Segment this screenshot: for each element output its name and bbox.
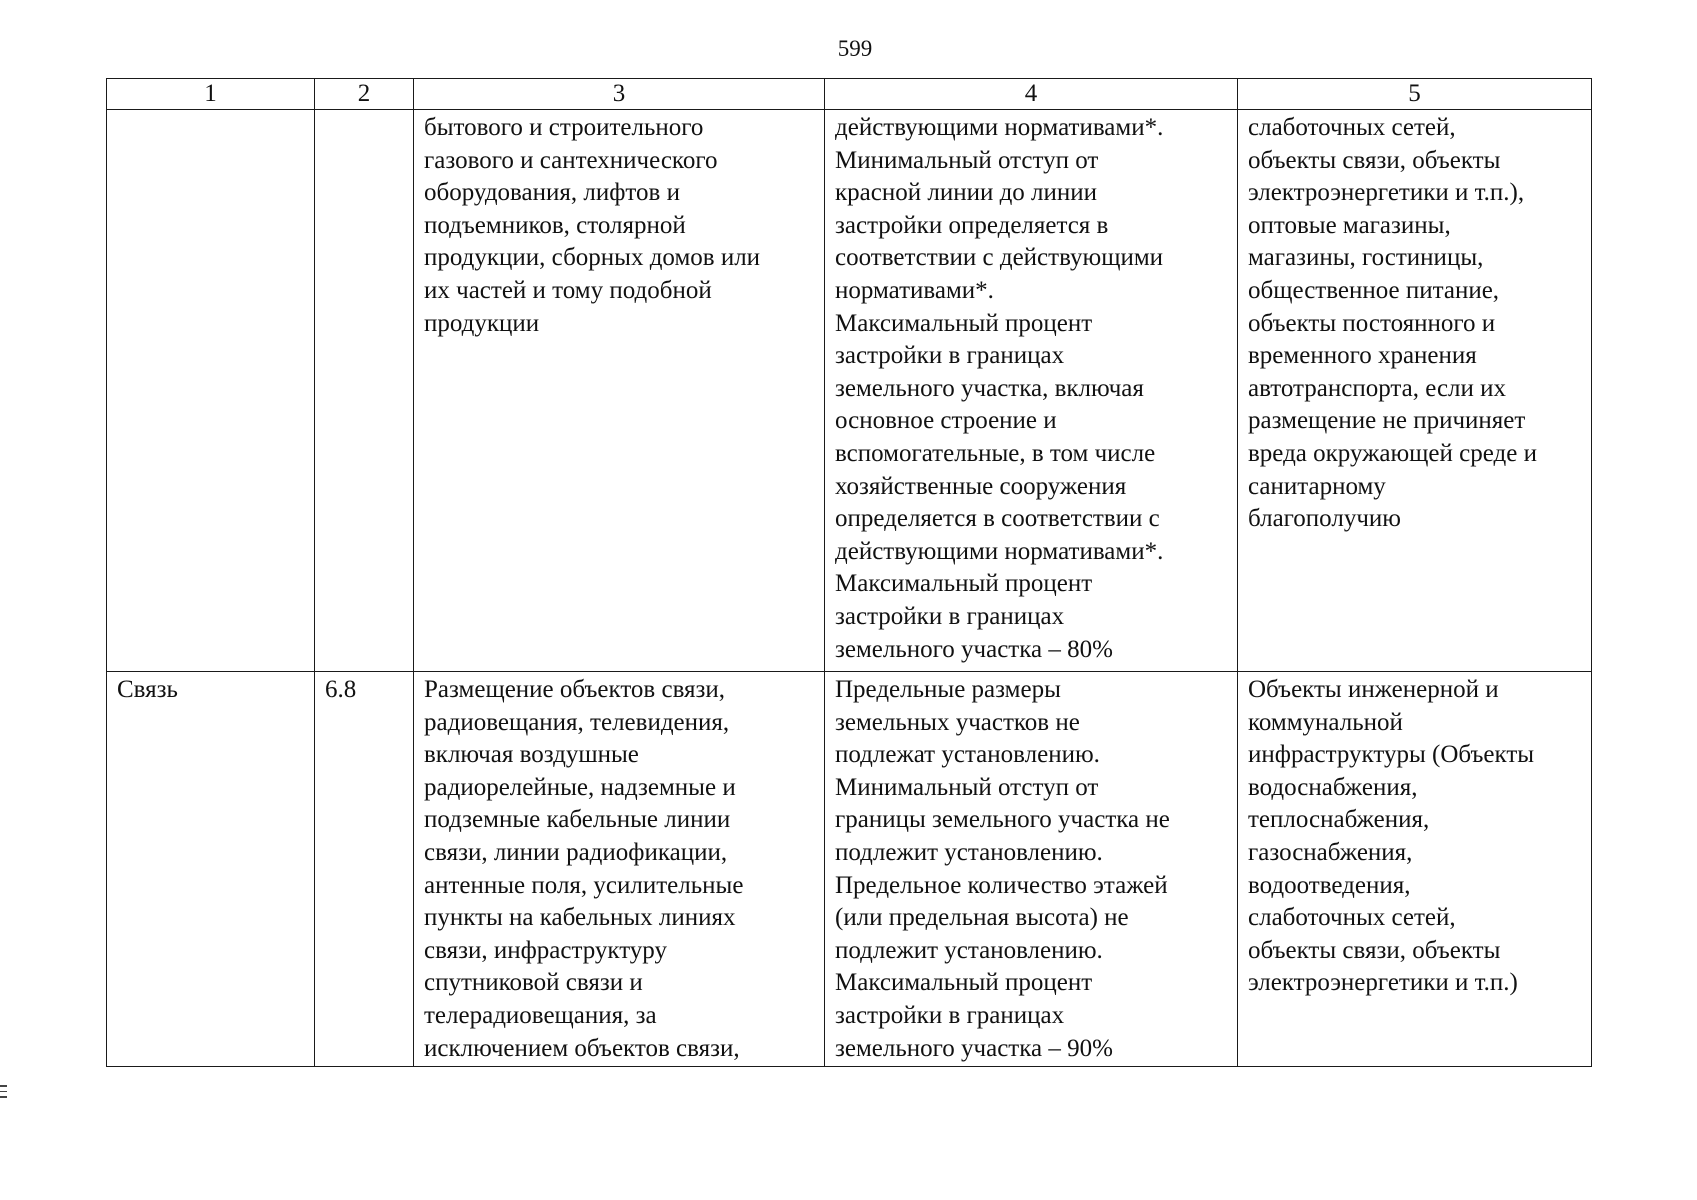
cell-parameters: действующими нормативами*. Минимальный отступ от красной линии до линии застройки определяется в соответствии с действующими нормативами*. Максимальный процент застройки в границах земельного участка, включая основное строение и вспомогательные, в том числе хозяйственные сооружения определяется в соответствии с действующими нормативами*. Максимальный процент застройки в границах земельного участка – 80% <box>825 110 1238 672</box>
cell-parameters: Предельные размеры земельных участков не подлежат установлению. Минимальный отступ от границы земельного участка не подлежит установлению. Предельное количество этажей (или предельная высота) не подлежит установлению. Максимальный процент застройки в границах земельного участка – 90% <box>825 672 1238 1067</box>
scan-margin-marks <box>0 1085 8 1103</box>
page-number: 599 <box>837 36 873 61</box>
table-row <box>107 110 1592 672</box>
table-header-row <box>107 79 1592 110</box>
cell-use-description: бытового и строительного газового и сантехнического оборудования, лифтов и подъемников, столярной продукции, сборных домов или их частей и тому подобной продукции <box>414 110 825 672</box>
cell-use-name: Связь <box>107 672 315 1067</box>
cell-use-description: Размещение объектов связи, радиовещания, телевидения, включая воздушные радиорелейные, надземные и подземные кабельные линии связи, линии радиофикации, антенные поля, усилительные пункты на кабельных линиях связи, инфраструктуру спутниковой связи и телерадиовещания, за исключением объектов связи, <box>414 672 825 1067</box>
cell-auxiliary-uses: слаботочных сетей, объекты связи, объекты электроэнергетики и т.п.), оптовые магазины, магазины, гостиницы, общественное питание, объекты постоянного и временного хранения автотранспорта, если их размещение не причиняет вреда окружающей среде и санитарному благополучию <box>1238 110 1592 672</box>
table-row <box>107 672 1592 1067</box>
column-header-4: 4 <box>825 79 1238 110</box>
cell-use-code <box>315 110 414 672</box>
cell-auxiliary-uses: Объекты инженерной и коммунальной инфраструктуры (Объекты водоснабжения, теплоснабжения, газоснабжения, водоотведения, слаботочных сетей, объекты связи, объекты электроэнергетики и т.п.) <box>1238 672 1592 1067</box>
column-header-5: 5 <box>1238 79 1592 110</box>
column-header-3: 3 <box>414 79 825 110</box>
cell-use-name <box>107 110 315 672</box>
column-header-2: 2 <box>315 79 414 110</box>
cell-use-code: 6.8 <box>315 672 414 1067</box>
column-header-1: 1 <box>107 79 315 110</box>
zoning-table <box>106 78 1592 1067</box>
